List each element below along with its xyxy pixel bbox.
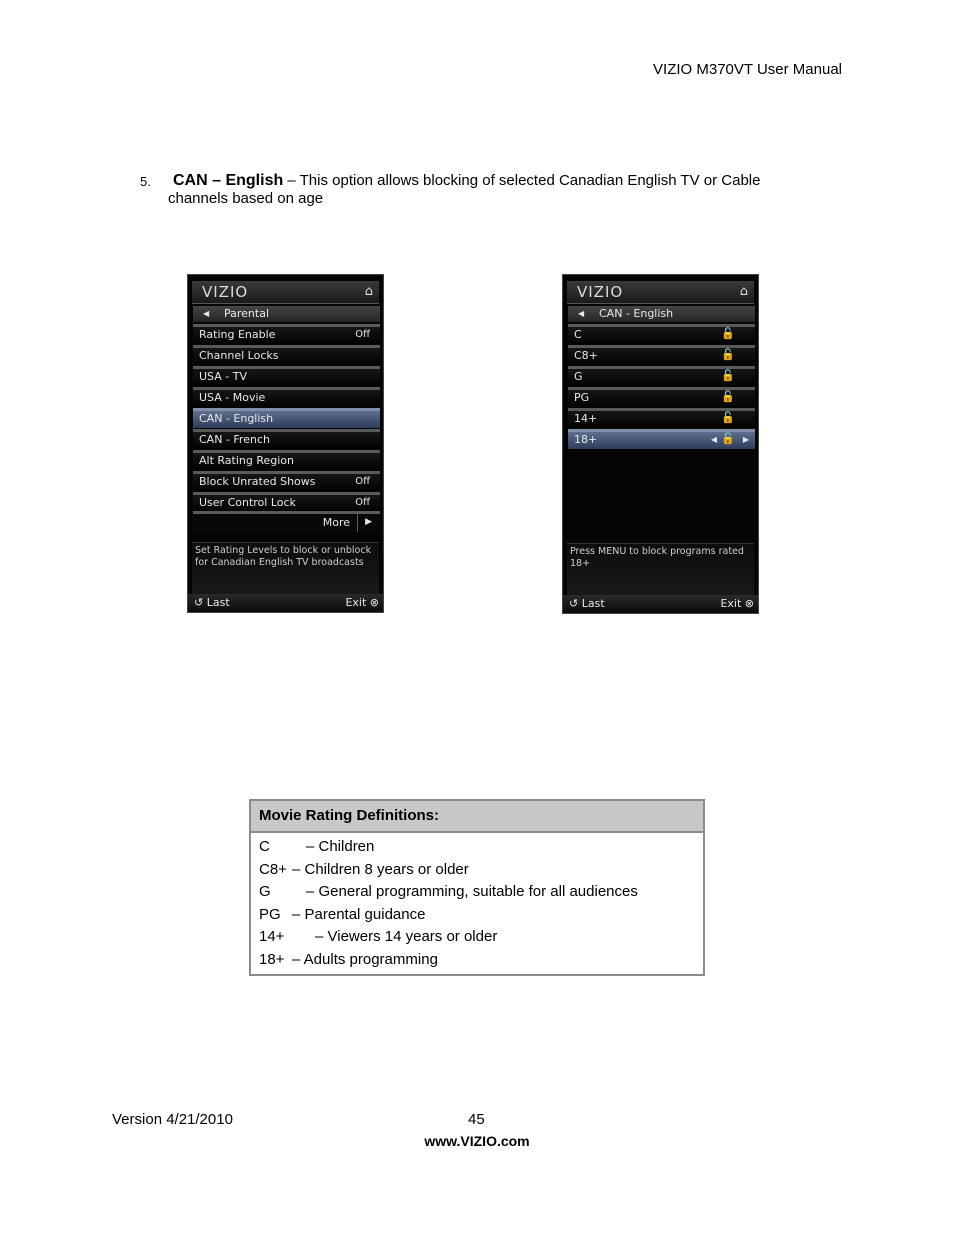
rating-definition: – Children [306, 838, 375, 855]
unlock-icon: 🔓 [721, 369, 735, 382]
menu-item-label: Alt Rating Region [199, 454, 295, 467]
menu-item-label: CAN - English [199, 412, 274, 425]
menu-item-block-unrated-shows[interactable] [193, 471, 380, 491]
menu-item-rating-enable[interactable] [193, 324, 380, 344]
rating-code: 18+ [259, 950, 285, 968]
version-label: Version 4/21/2010 [112, 1111, 233, 1128]
menu-item-value: Off [355, 476, 370, 487]
submenu-bar[interactable] [193, 306, 380, 322]
exit-button[interactable]: Exit ⊗ [345, 596, 379, 609]
can-english-menu-screenshot [562, 274, 759, 614]
rating-item-c8[interactable] [568, 345, 755, 365]
rating-code: C [259, 838, 270, 855]
menu-item-label: USA - TV [199, 370, 247, 383]
rating-definition: – General programming, suitable for all audiences [306, 883, 638, 901]
more-label: More [322, 516, 350, 529]
rating-code: G [259, 883, 271, 901]
more-button[interactable] [193, 511, 380, 532]
exit-label: Exit [345, 596, 367, 609]
rating-item-g[interactable] [568, 366, 755, 386]
menu-item-label: User Control Lock [199, 496, 296, 509]
step-number: 5. [140, 174, 151, 189]
manual-title: VIZIO M370VT User Manual [653, 61, 842, 78]
parental-menu-screenshot [187, 274, 384, 613]
menu-item-label: Block Unrated Shows [199, 475, 316, 488]
submenu-label: CAN - English [599, 307, 674, 320]
menu-item-value: Off [355, 497, 370, 508]
rating-definition: – Adults programming [292, 950, 438, 968]
rating-definition: – Children 8 years or older [292, 860, 469, 878]
exit-label: Exit [720, 597, 742, 610]
submenu-bar[interactable] [568, 306, 755, 322]
vizio-logo: VIZIO [577, 283, 624, 301]
rating-label: 14+ [574, 412, 598, 425]
rating-item-pg[interactable] [568, 387, 755, 407]
chevron-right-icon: ▶ [365, 517, 372, 527]
menu-item-can-english[interactable] [193, 408, 380, 428]
menu-item-usa-movie[interactable] [193, 387, 380, 407]
back-arrow-icon[interactable]: ◀ [578, 309, 585, 318]
rating-label: 18+ [574, 433, 598, 446]
submenu-label: Parental [224, 307, 270, 320]
page-number: 45 [468, 1111, 485, 1128]
home-icon[interactable]: ⌂ [739, 284, 748, 299]
rating-definition: – Viewers 14 years or older [315, 928, 498, 946]
unlock-icon: 🔓 [721, 348, 735, 361]
rating-label: C8+ [574, 349, 598, 362]
tv-footer [563, 595, 758, 613]
menu-item-label: Channel Locks [199, 349, 279, 362]
table-row [251, 926, 703, 949]
rating-label: G [574, 370, 583, 383]
menu-item-user-control-lock[interactable] [193, 492, 380, 512]
tv-topbar [192, 281, 379, 304]
rating-definitions-table [249, 799, 705, 976]
last-button[interactable]: ↺ Last [569, 597, 605, 610]
menu-item-channel-locks[interactable] [193, 345, 380, 365]
website-link[interactable]: www.VIZIO.com [424, 1133, 530, 1149]
home-icon[interactable]: ⌂ [364, 284, 373, 299]
last-label: Last [206, 596, 230, 609]
chevron-left-icon[interactable]: ◀ [710, 435, 717, 444]
rating-definition: – Parental guidance [292, 905, 426, 923]
last-button[interactable]: ↺ Last [194, 596, 230, 609]
unlock-icon: 🔓 [721, 432, 735, 445]
rating-code: PG [259, 905, 281, 923]
unlock-icon: 🔓 [721, 327, 735, 340]
table-row [251, 836, 703, 859]
menu-item-label: Rating Enable [199, 328, 276, 341]
back-arrow-icon[interactable]: ◀ [203, 309, 210, 318]
step-term: CAN – English [173, 172, 284, 189]
rating-label: C [574, 328, 582, 341]
rating-item-14[interactable] [568, 408, 755, 428]
tv-footer [188, 594, 383, 612]
unlock-icon: 🔓 [721, 390, 735, 403]
help-text: Press MENU to block programs rated 18+ [567, 543, 754, 603]
menu-item-can-french[interactable] [193, 429, 380, 449]
rating-item-c[interactable] [568, 324, 755, 344]
menu-item-usa-tv[interactable] [193, 366, 380, 386]
table-row [251, 904, 703, 927]
tv-topbar [567, 281, 754, 304]
menu-item-value: Off [355, 329, 370, 340]
menu-item-label: CAN - French [199, 433, 270, 446]
table-row [251, 949, 703, 972]
last-label: Last [581, 597, 605, 610]
rating-code: C8+ [259, 860, 287, 878]
exit-button[interactable]: Exit ⊗ [720, 597, 754, 610]
table-row [251, 881, 703, 904]
chevron-right-icon[interactable]: ▶ [742, 435, 749, 444]
menu-item-label: USA - Movie [199, 391, 266, 404]
help-text: Set Rating Levels to block or unblock for Canadian English TV broadcasts [192, 542, 379, 602]
table-header: Movie Rating Definitions: [251, 801, 703, 833]
step-5 [140, 172, 820, 208]
vizio-logo: VIZIO [202, 283, 249, 301]
table-row [251, 859, 703, 882]
rating-code: 14+ [259, 928, 285, 946]
step-description: – This option allows blocking of selected Canadian English TV or Cable channels based on age [168, 172, 761, 207]
menu-item-alt-rating-region[interactable] [193, 450, 380, 470]
rating-label: PG [574, 391, 590, 404]
rating-item-18[interactable] [568, 429, 755, 449]
unlock-icon: 🔓 [721, 411, 735, 424]
more-separator [357, 511, 358, 532]
